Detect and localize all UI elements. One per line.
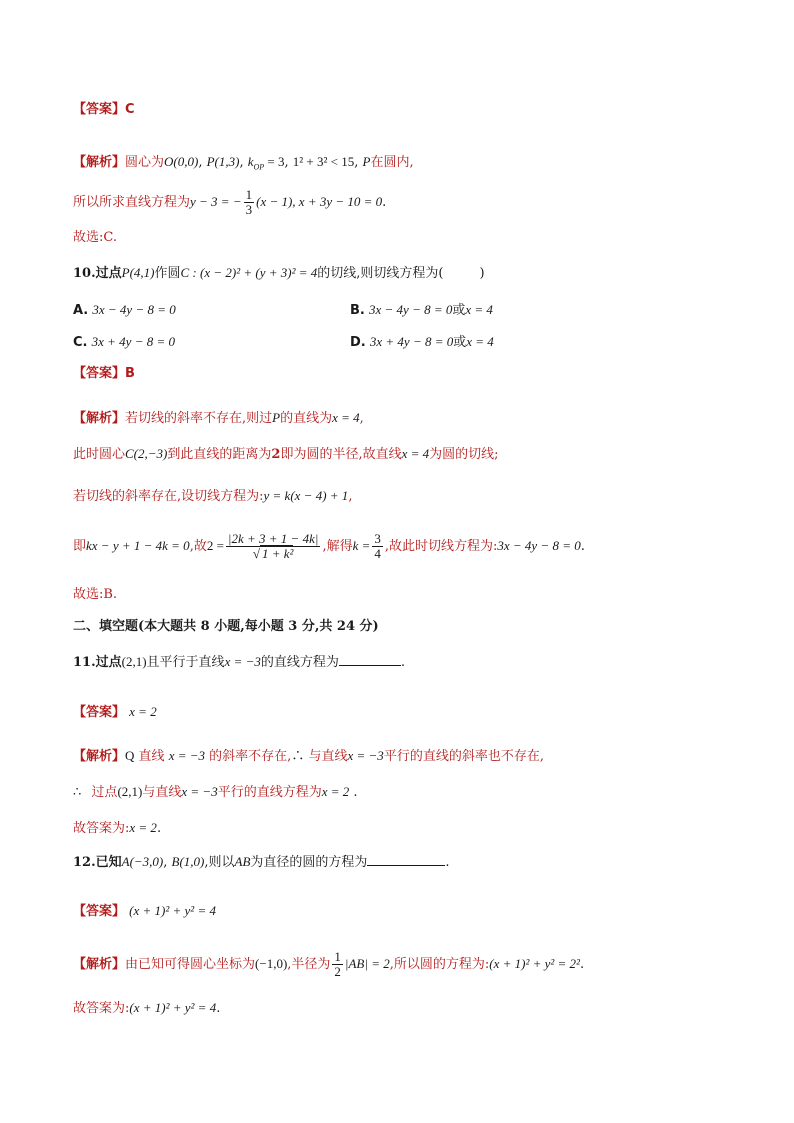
analysis-text: ,	[359, 411, 364, 426]
q10-stem	[73, 263, 485, 284]
analysis-text: 即	[73, 539, 87, 554]
conclusion-text: 故答案为:	[73, 821, 130, 836]
therefore-symbol: ∴	[73, 785, 82, 800]
math-expr: x = 2	[321, 784, 350, 799]
option-text: 3x + 4y − 8 = 0	[91, 334, 175, 349]
analysis-text: 圆心为	[125, 155, 165, 170]
analysis-text: 直线	[138, 749, 165, 764]
question-number: 12.已知	[73, 855, 122, 870]
fraction-numerator: |2k + 3 + 1 − 4k|	[227, 531, 319, 546]
conclusion-text: .	[216, 1001, 221, 1016]
fraction-numerator: 1	[245, 187, 253, 202]
stem-text: 的直线方程为	[260, 655, 339, 670]
math-expr: = 3	[264, 154, 285, 169]
math-expr: Q	[125, 748, 135, 763]
q10-analysis-line-2	[73, 444, 499, 465]
analysis-text: 在圆内,	[370, 155, 414, 170]
q10-analysis-line-3	[73, 486, 352, 507]
q9-answer-line	[73, 100, 135, 120]
analysis-text: .	[580, 539, 585, 554]
option-text: x = 4	[465, 302, 493, 317]
fraction-numerator: 1	[334, 949, 341, 964]
math-expr: 1² + 3² < 15	[292, 154, 355, 169]
option-text: 或	[453, 335, 467, 350]
math-expr: x = −3	[168, 748, 206, 763]
math-expr: (−1,0)	[255, 956, 288, 971]
stem-text: )	[479, 266, 485, 281]
math-expr: B(1,0)	[171, 854, 205, 869]
analysis-text: 2	[271, 447, 281, 462]
analysis-text: 的斜率不存在,	[209, 749, 292, 764]
analysis-text: ,半径为	[287, 957, 331, 972]
q11-stem	[73, 652, 405, 673]
conclusion-text: 故答案为:	[73, 1001, 130, 1016]
analysis-text: ,	[348, 489, 353, 504]
math-expr: y − 3 = −	[190, 194, 242, 209]
q9-analysis-line-2: 所以所求直线方程为y − 3 = − $\frac{1}{3}$ (x − 1), x + 3y − 10 = 0.	[73, 187, 387, 217]
math-expr: C(2,−3)	[125, 446, 168, 461]
fraction	[332, 950, 343, 979]
answer-blank[interactable]	[339, 653, 401, 666]
math-expr: (x − 1), x + 3y − 10 = 0	[256, 194, 383, 209]
math-expr: AB	[234, 854, 251, 869]
analysis-text: 即为圆的半径,故直线	[280, 447, 402, 462]
answer-tag: 【答案】	[73, 904, 126, 919]
answer-value: B	[125, 366, 135, 381]
q12-stem: 12.已知A(−3,0), B(1,0),则以AB为直径的圆的方程为 .	[73, 854, 450, 870]
math-expr: (2,1)	[121, 654, 147, 669]
math-expr: 2 =	[206, 538, 224, 553]
stem-text: 作圆	[154, 266, 181, 281]
math-expr: kx − y + 1 − 4k = 0	[86, 538, 190, 553]
answer-value: x = 2	[129, 704, 157, 719]
analysis-text: .	[353, 785, 358, 800]
math-expr: x = 4	[332, 410, 360, 425]
analysis-text: ,故	[189, 539, 207, 554]
q9-conclusion: 故选:C.	[73, 230, 117, 245]
sqrt-radicand: 1 + k²	[262, 546, 294, 561]
math-expr: x = 4	[401, 446, 430, 461]
stem-text: 为直径的圆的方程为	[250, 855, 368, 870]
math-expr: (x + 1)² + y² = 4	[129, 1000, 217, 1015]
stem-text: .	[400, 655, 406, 670]
option-label: C.	[73, 335, 88, 350]
math-expr: P(4,1)	[121, 265, 155, 280]
q10-option-c[interactable]	[73, 332, 175, 353]
stem-text: ,则以	[204, 855, 235, 870]
math-expr: x = −3	[224, 654, 261, 669]
fraction-numerator: 3	[374, 531, 381, 546]
math-expr: C : (x − 2)² + (y + 3)² = 4	[180, 265, 318, 280]
analysis-text: .	[579, 957, 585, 972]
section-title: 二、填空题(本大题共 8 小题,每小题 3 分,共 24 分)	[73, 619, 379, 634]
analysis-text: 与直线	[308, 749, 348, 764]
analysis-text: 由已知可得圆心坐标为	[125, 957, 256, 972]
math-expr: (x + 1)² + y² = 2²	[489, 956, 580, 971]
analysis-tag: 【解析】	[73, 155, 126, 170]
math-expr: x = 2	[129, 820, 157, 835]
math-expr: P(1,3)	[206, 154, 240, 169]
math-expr: O(0,0)	[164, 154, 199, 169]
analysis-text: 到此直线的距离为	[167, 447, 272, 462]
analysis-text: 平行的直线方程为	[217, 785, 322, 800]
q11-conclusion	[73, 818, 161, 839]
fraction	[372, 532, 383, 561]
math-expr: (2,1)	[117, 784, 143, 799]
fraction-denominator: 4	[374, 546, 381, 561]
option-text: 3x − 4y − 8 = 0	[92, 302, 176, 317]
q10-option-b[interactable]	[350, 300, 493, 321]
question-number: 11.过点	[73, 655, 122, 670]
answer-value: (x + 1)² + y² = 4	[129, 903, 216, 918]
analysis-text: 为圆的切线;	[429, 447, 499, 462]
analysis-text: 与直线	[142, 785, 182, 800]
conclusion-text: .	[156, 821, 162, 836]
q11-analysis-line-1	[73, 746, 544, 767]
math-expr: x = −3	[181, 784, 218, 799]
option-text: 或	[452, 303, 466, 318]
answer-tag: 【答案】	[73, 705, 126, 720]
math-expr: x = −3	[347, 748, 384, 763]
q11-analysis-line-2	[73, 782, 358, 803]
answer-tag: 【答案】	[73, 102, 126, 117]
math-expr: k =	[352, 538, 371, 553]
stem-text: .	[445, 855, 450, 870]
q10-option-a[interactable]	[73, 300, 176, 321]
option-label: A.	[73, 303, 89, 318]
option-text: 3x − 4y − 8 = 0	[369, 302, 453, 317]
stem-text: 且平行于直线	[146, 655, 225, 670]
analysis-text: ,故此时切线方程为:	[384, 539, 498, 554]
analysis-tag: 【解析】	[73, 411, 126, 426]
answer-tag: 【答案】	[73, 366, 126, 381]
q10-analysis-line-1	[73, 408, 364, 429]
math-expr: P	[362, 154, 371, 169]
math-expr: k	[247, 154, 254, 169]
fraction-denominator	[226, 547, 321, 561]
answer-value: C	[125, 102, 135, 117]
analysis-text: ,所以圆的方程为:	[389, 957, 490, 972]
analysis-text: 的直线为	[280, 411, 333, 426]
q10-answer-line	[73, 364, 135, 384]
q10-option-d[interactable]	[350, 332, 494, 353]
math-subscript: OP	[253, 162, 265, 172]
analysis-tag: 【解析】	[73, 957, 126, 972]
analysis-text: 若切线的斜率存在,设切线方程为:	[73, 489, 264, 504]
analysis-text: 过点	[91, 785, 118, 800]
math-expr: y = k(x − 4) + 1	[263, 488, 349, 503]
option-text: 3x + 4y − 8 = 0	[369, 334, 454, 349]
question-number: 10.过点	[73, 266, 122, 281]
analysis-tag: 【解析】	[73, 749, 126, 764]
option-label: D.	[350, 335, 366, 350]
analysis-text: 平行的直线的斜率也不存在,	[383, 749, 544, 764]
analysis-text: 所以所求直线方程为	[73, 195, 191, 210]
fraction	[244, 188, 255, 217]
q12-conclusion	[73, 998, 220, 1019]
math-expr: 3x − 4y − 8 = 0	[497, 538, 581, 553]
option-text: x = 4	[466, 334, 494, 349]
math-expr: |AB| = 2	[344, 956, 390, 971]
fraction-denominator: 3	[245, 202, 253, 217]
q10-conclusion: 故选:B.	[73, 587, 118, 602]
fraction-denominator: 2	[334, 964, 341, 979]
analysis-text: ,解得	[322, 539, 353, 554]
math-expr: P	[272, 410, 281, 425]
fraction	[226, 532, 321, 561]
q12-analysis-line-1	[73, 946, 584, 983]
q9-analysis-line-1: 【解析】圆心为O(0,0), P(1,3), $k_{OP} = 3$, 1² + 3² < 15, P在圆内,	[73, 154, 414, 172]
math-expr: A(−3,0)	[121, 854, 164, 869]
stem-text: 的切线,则切线方程为(	[317, 266, 444, 281]
analysis-text: 若切线的斜率不存在,则过	[125, 411, 273, 426]
q12-answer-line	[73, 901, 216, 922]
sqrt-sign: √	[252, 546, 261, 561]
therefore-symbol: ∴	[291, 749, 305, 764]
analysis-text: 此时圆心	[73, 447, 126, 462]
q11-answer-line	[73, 702, 157, 723]
option-label: B.	[350, 303, 365, 318]
q10-analysis-line-4	[73, 522, 585, 571]
answer-blank[interactable]	[367, 853, 445, 866]
